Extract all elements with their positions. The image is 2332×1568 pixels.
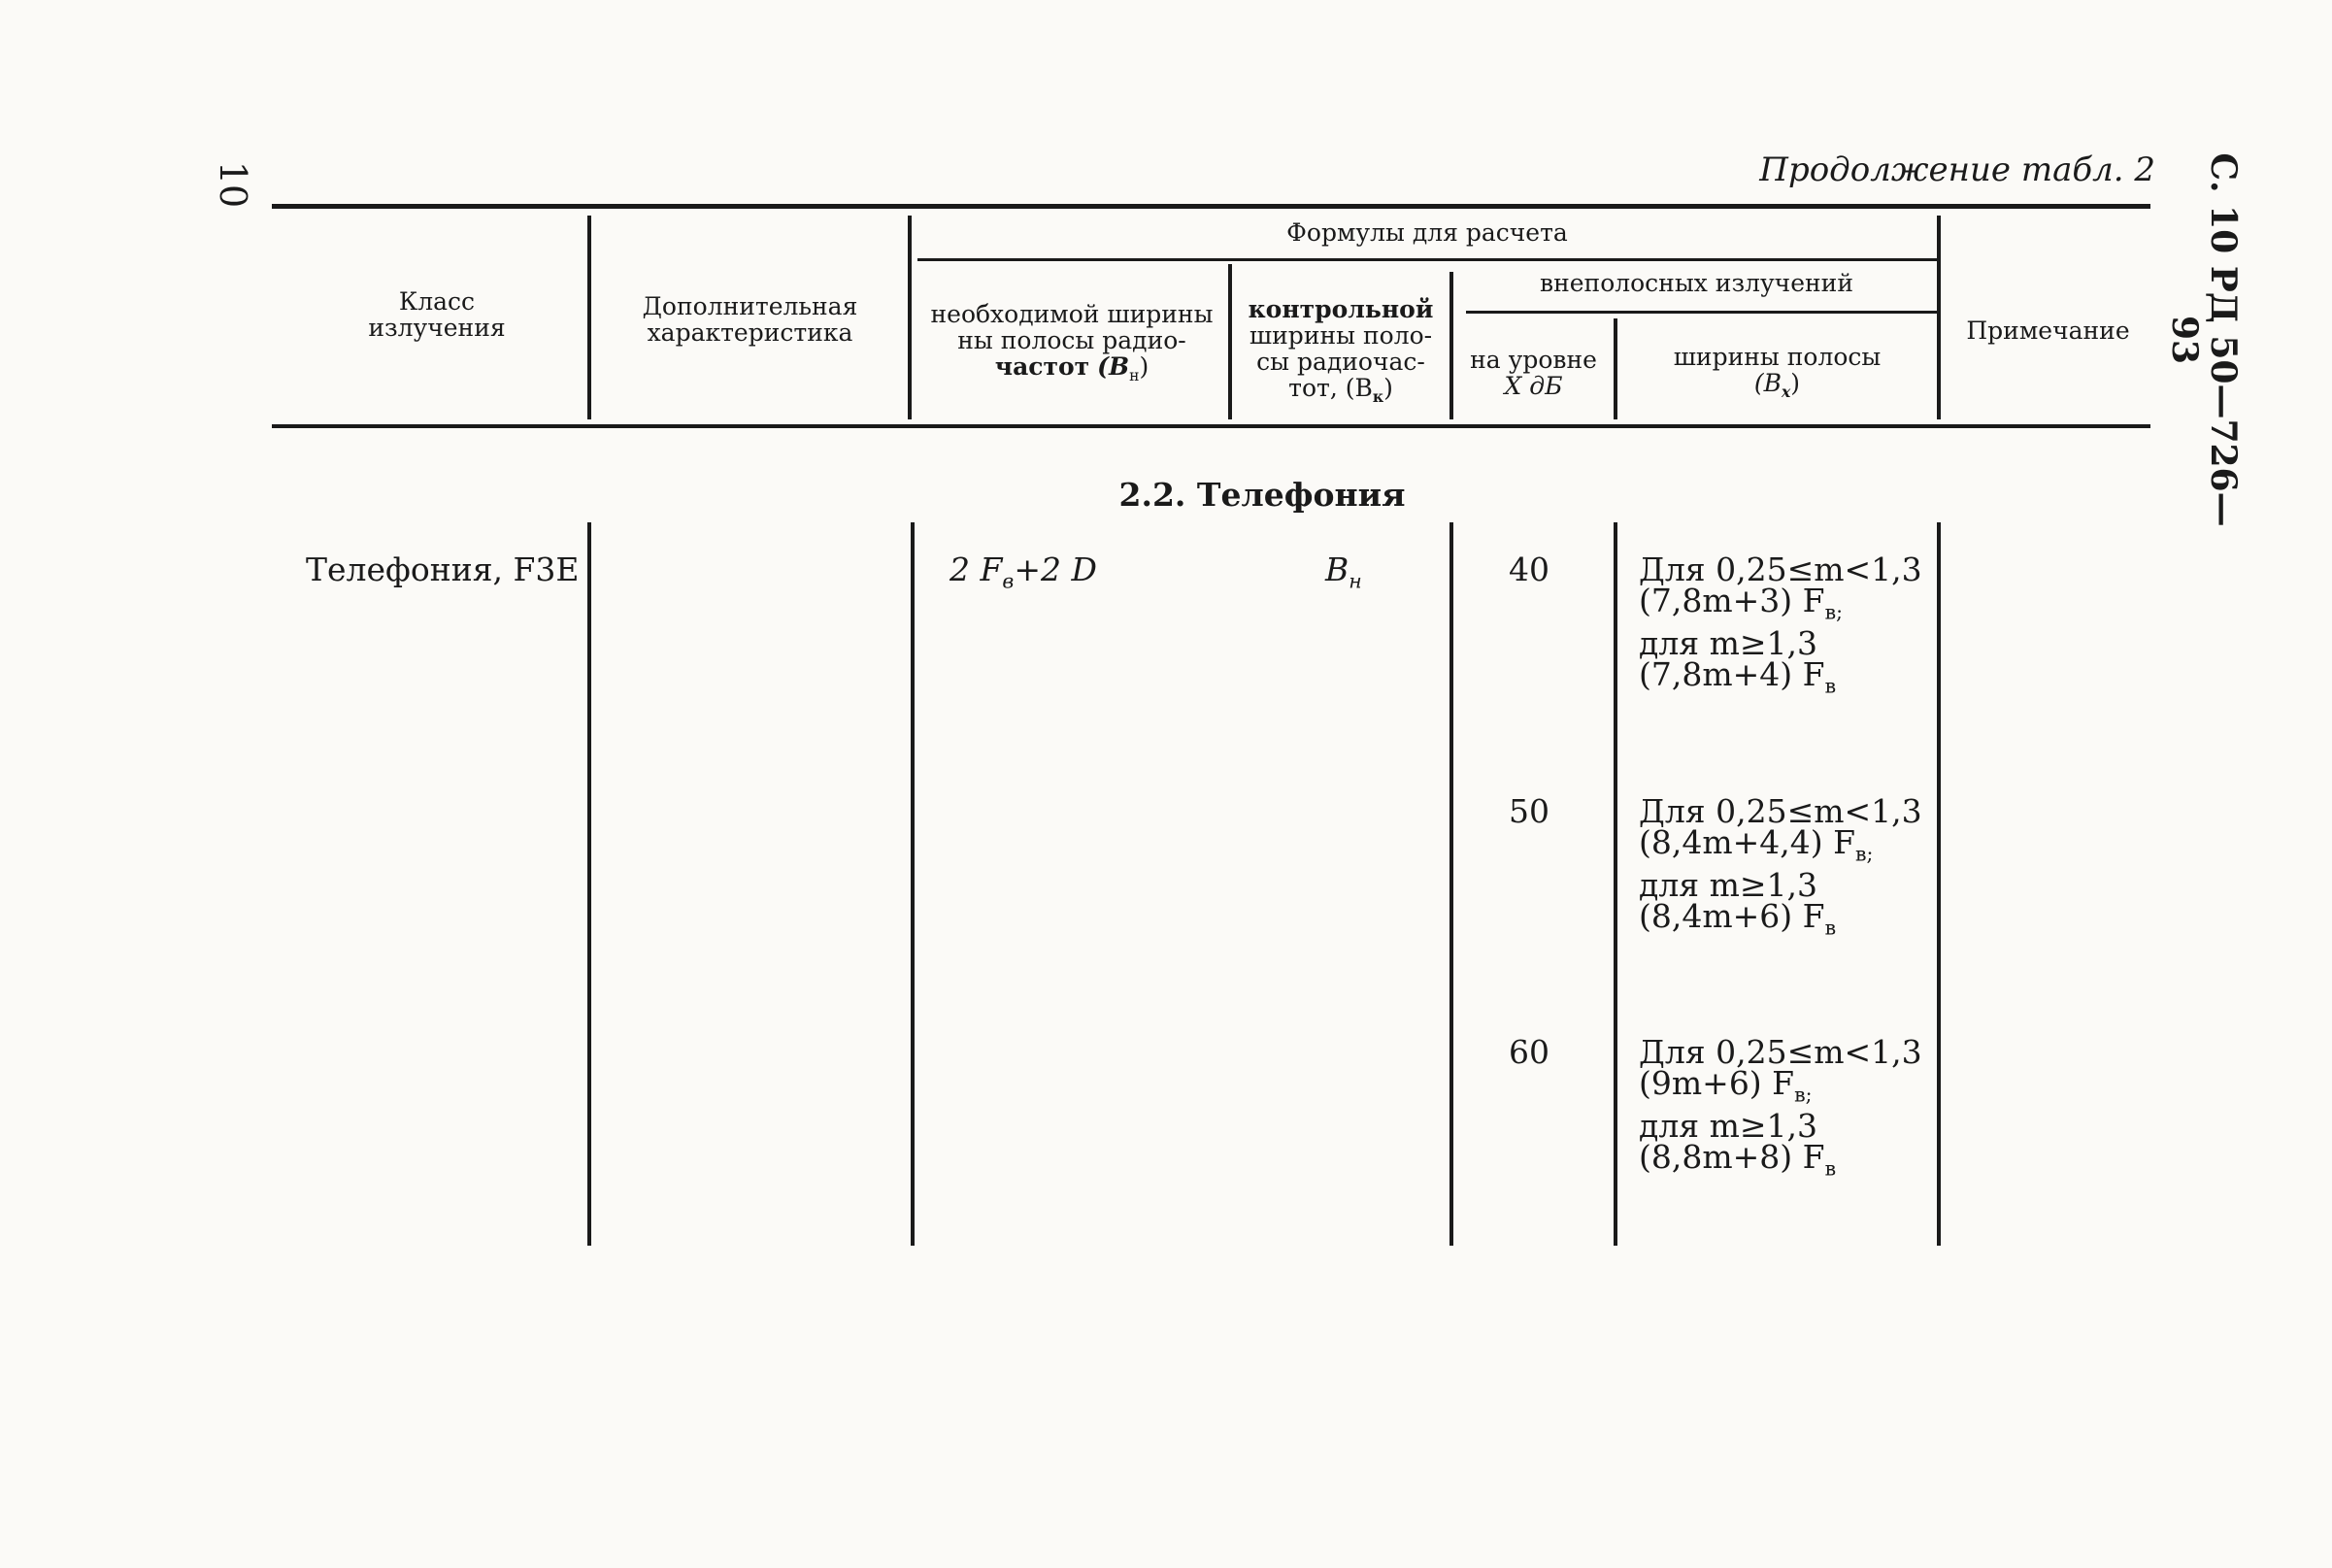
header-necessary: необходимой ширины ны полосы радио- частот $(B_н)$ [930,300,1214,384]
level-40: 40 [1509,550,1549,588]
header-additional: Дополнительная характеристика [642,292,858,347]
out-of-band-rule [1466,311,1937,314]
header-level: на уровне X дБ [1470,346,1597,400]
header-divider-5 [1614,318,1617,419]
running-title: С. 10 РД 50—726—93 [2164,152,2244,527]
bandwidth-50: Для 0,25≤m<1,3 (8,4m+4,4) $F_{в;}$ для m≥1,3 (8,4m+6) $F_в$ [1639,792,1922,940]
body-divider-1 [587,522,591,1246]
header-divider-6 [1937,216,1941,419]
body-divider-4 [1614,522,1617,1246]
header-out-of-band: внеполосных излучений [1540,269,1853,297]
formulas-rule [917,258,1937,261]
row-class: Телефония, F3E [306,550,580,588]
page-number: 10 [212,160,254,209]
header-formulas: Формулы для расчета [1286,218,1568,247]
body-divider-3 [1449,522,1453,1246]
body-divider-2 [911,522,915,1246]
header-divider-1 [587,216,591,419]
control-formula: $B_н$ [1325,550,1362,593]
section-title: 2.2. Телефония [1118,476,1406,514]
header-bottom-rule [272,424,2150,428]
necessary-formula: 2 $F_в+2$ D [949,550,1097,593]
header-bandwidth: ширины полосы $(B_x)$ [1673,343,1882,401]
bandwidth-40: Для 0,25≤m<1,3 (7,8m+3) $F_{в;}$ для m≥1,3 (7,8m+4) $F_в$ [1639,550,1922,698]
header-divider-2 [908,216,912,419]
header-class: Класс излучения [368,287,506,342]
header-divider-3 [1228,264,1232,419]
level-50: 50 [1509,792,1549,830]
bandwidth-60: Для 0,25≤m<1,3 (9m+6) $F_{в;}$ для m≥1,3 (8,8m+8) $F_в$ [1639,1033,1922,1181]
header-note: Примечание [1966,317,2130,345]
level-60: 60 [1509,1033,1549,1071]
table-top-rule [272,204,2150,209]
continuation-caption: Продолжение табл. 2 [1759,150,2155,189]
header-control: контрольной ширины поло- сы радиочас- тот, $(B_к)$ [1248,295,1434,406]
